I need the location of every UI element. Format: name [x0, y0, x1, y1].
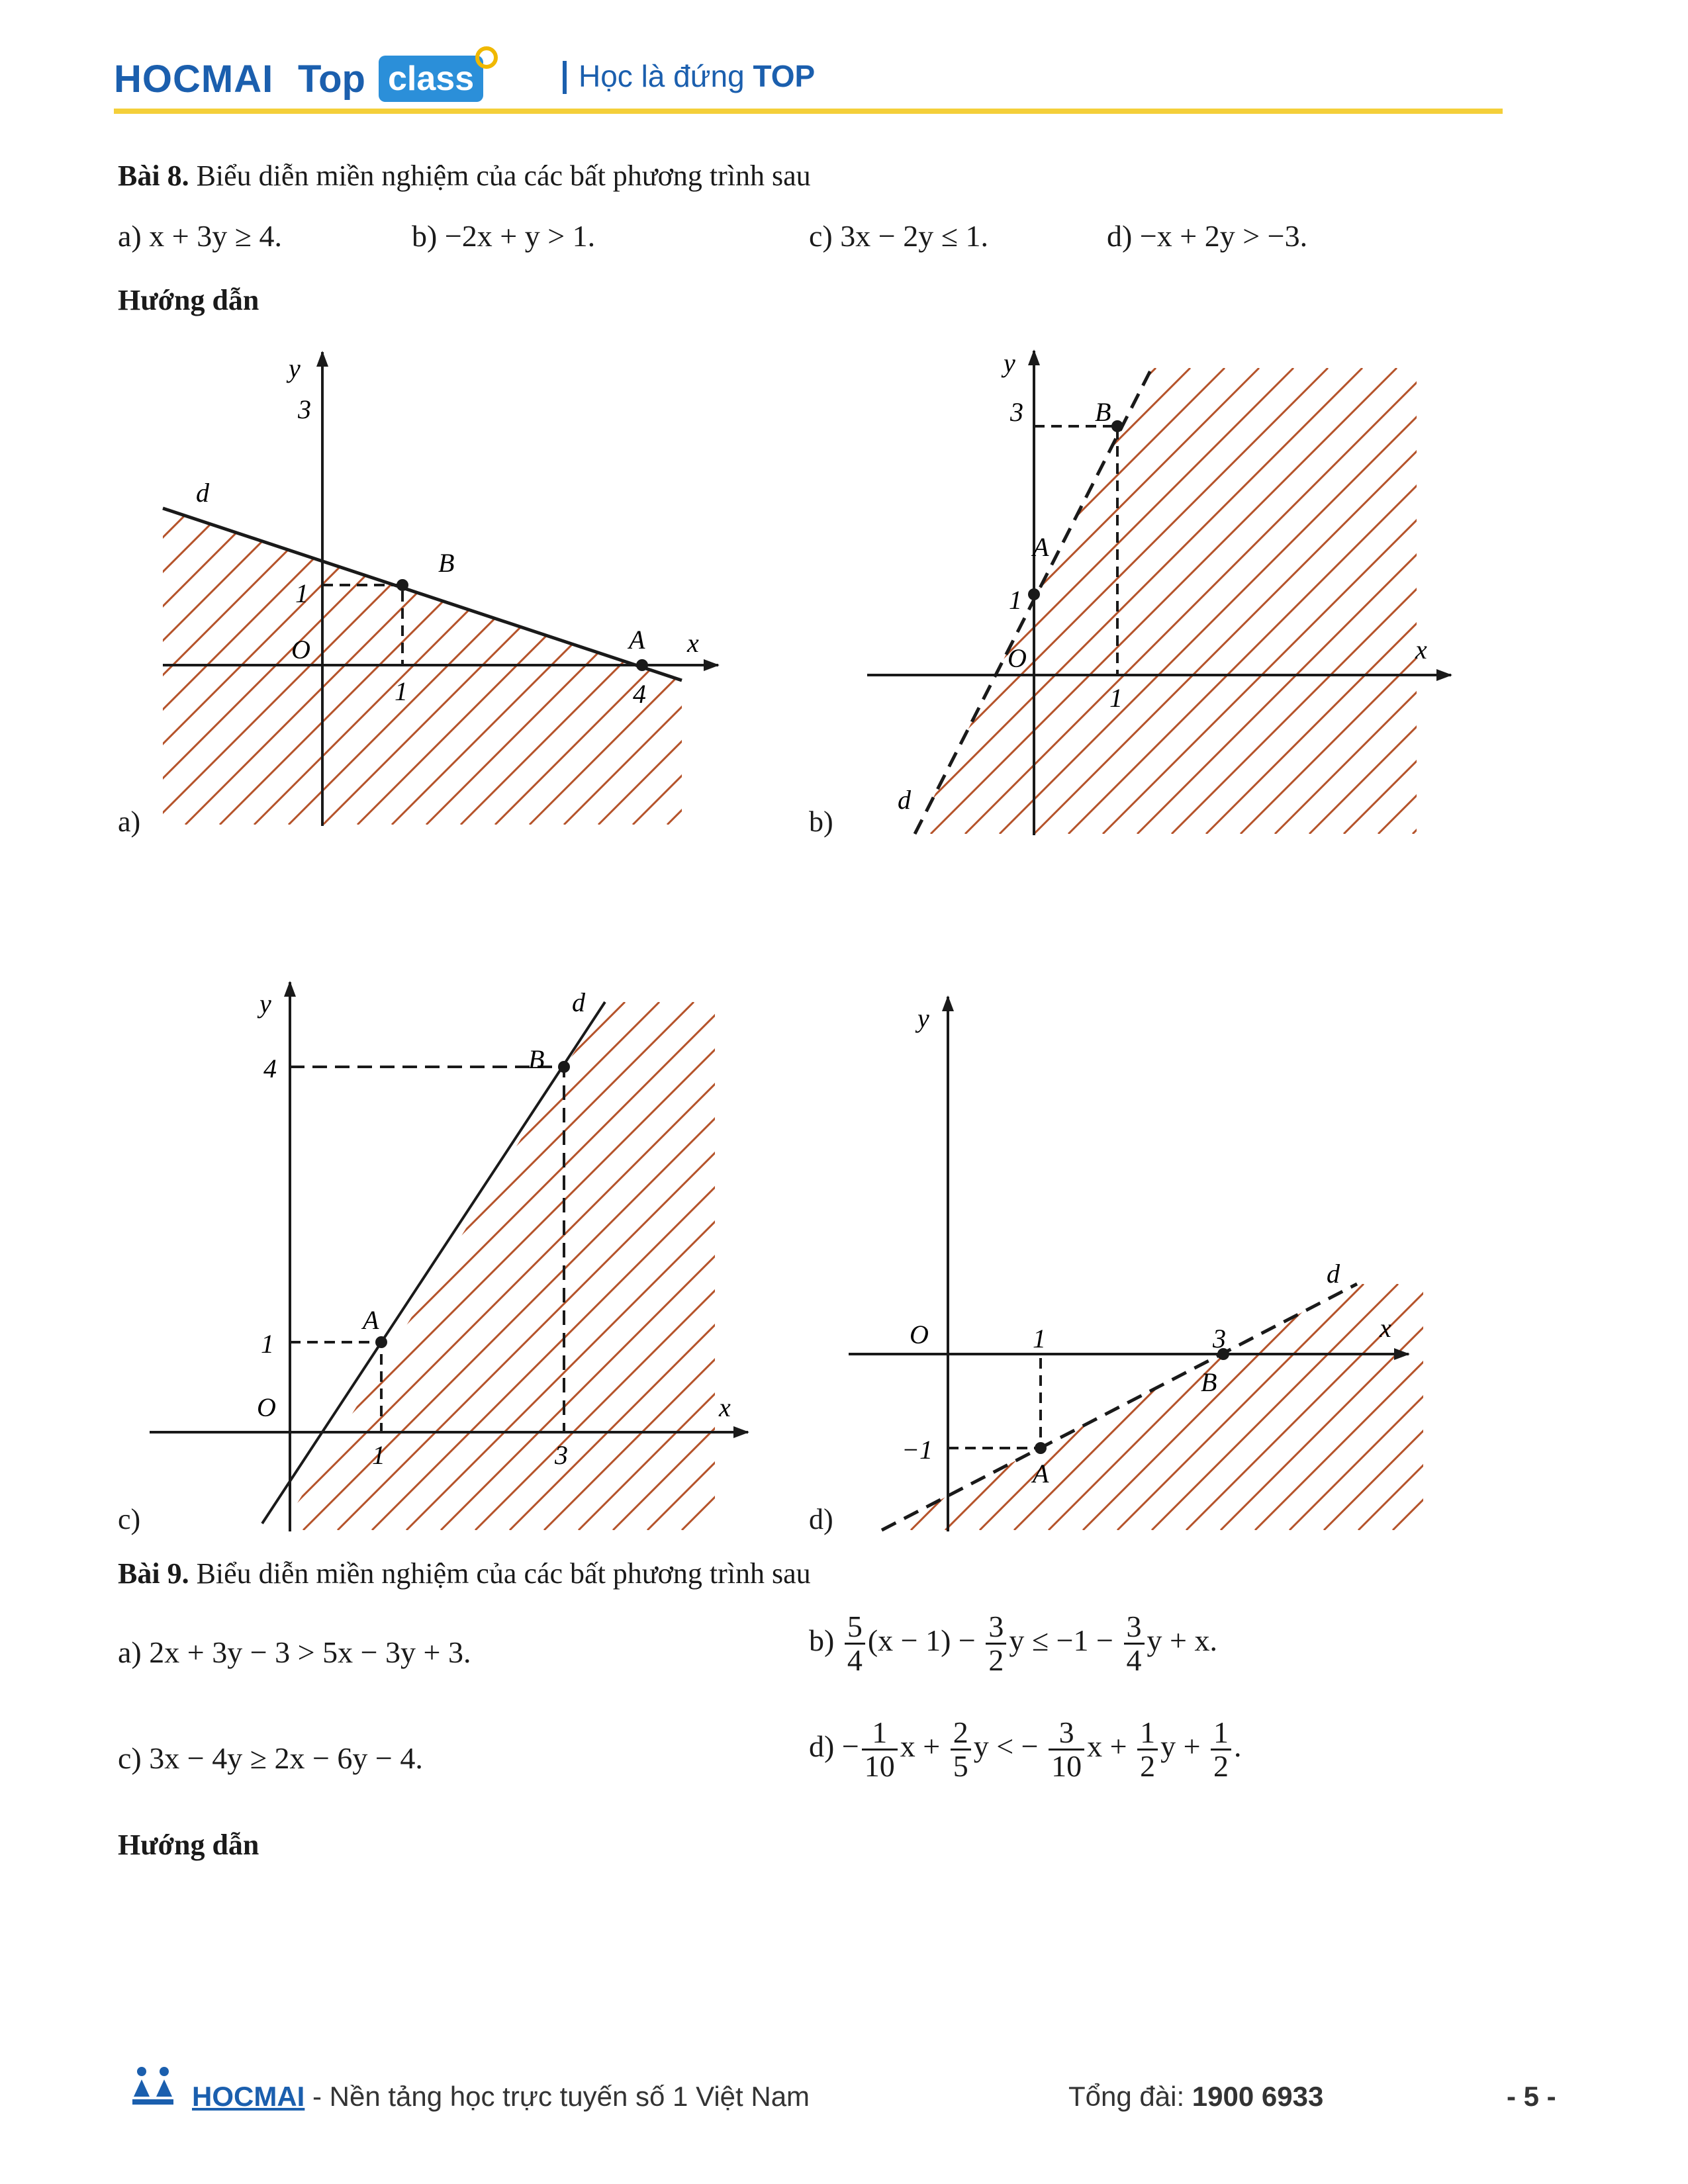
hatch-line [28, 1002, 556, 1530]
hatch-line [62, 1002, 590, 1530]
hatch-line [1309, 368, 1688, 834]
fraction [1049, 1717, 1084, 1782]
hatch-line [1447, 368, 1688, 834]
hatch-line [1550, 368, 1688, 834]
graph-b-label-y: y [1004, 348, 1015, 378]
bai9-item-label: b) [809, 1623, 835, 1658]
graph-b-hatch [449, 368, 1688, 834]
hatch-line [1129, 1002, 1658, 1530]
expr-part: y ≤ −1 − [1009, 1623, 1113, 1658]
hatch-line [793, 368, 1259, 834]
graph-b-tick-y1: 1 [1009, 585, 1022, 615]
fraction-numerator: 1 [1211, 1717, 1231, 1751]
bai9-guide: Hướng dẫn [118, 1829, 259, 1861]
hatch-line [1393, 1284, 1639, 1530]
graph-d-label-y: y [917, 1003, 929, 1033]
footer-hotline-label: Tổng đài: [1068, 2081, 1192, 2112]
expr-part: y < − [973, 1729, 1039, 1764]
footer-tagline: - Nền tảng học trực tuyến số 1 Việt Nam [305, 2081, 810, 2112]
expr-part: (x − 1) − [867, 1623, 976, 1658]
bai9-item-label: d) [809, 1729, 835, 1764]
graph-c-guide-a [290, 1342, 381, 1432]
graph-d-hatch [635, 1284, 1688, 1530]
graph-d-point-a [1035, 1442, 1047, 1454]
footer-left [192, 2081, 810, 2113]
footer-hotline [1068, 2081, 1323, 2113]
hatch-line [1206, 368, 1672, 834]
graph-c-tick-y1: 1 [261, 1329, 274, 1359]
hatch-line [441, 1002, 969, 1530]
slogan-text: Học là đứng [579, 59, 753, 93]
graph-d-tick-x3: 3 [1213, 1324, 1226, 1353]
hatch-line [1668, 1284, 1688, 1530]
bai8-item-expr: −2x + y > 1. [444, 219, 596, 253]
bai8-item-label: a) [118, 219, 142, 253]
hatch-line [579, 1002, 1107, 1530]
hatch-line [690, 368, 1156, 834]
bai8-title: Bài 8. [118, 159, 189, 192]
hatch-line [655, 368, 1121, 834]
fraction [845, 1611, 865, 1676]
hatch-line [510, 1002, 1038, 1530]
brand-top-text: Top [298, 58, 365, 101]
graph-b-tick-x1: 1 [1109, 683, 1123, 713]
fraction-denominator: 2 [988, 1643, 1004, 1677]
hatch-line [613, 1002, 1141, 1530]
hatch-line [338, 1002, 866, 1530]
hatch-line [0, 1002, 350, 1530]
graph-c-label-o: O [257, 1392, 276, 1422]
graph-c-label-d: d [572, 987, 585, 1017]
graph-c-caption: c) [118, 1503, 141, 1535]
hatch-line [1516, 368, 1688, 834]
graph-c-label-a: A [363, 1305, 379, 1335]
bai9-item-c [118, 1741, 423, 1776]
hatch-line [1427, 1284, 1673, 1530]
fraction-numerator: 3 [1049, 1717, 1084, 1751]
hatch-line [1172, 368, 1638, 834]
hocmai-logo-icon [130, 2065, 176, 2109]
hatch-line [1241, 368, 1688, 834]
graph-b-label-d: d [898, 785, 911, 815]
hatch-line [131, 1002, 659, 1530]
fraction [1137, 1717, 1158, 1782]
footer-brand-link[interactable]: HOCMAI [192, 2081, 305, 2112]
hatch-line [682, 1002, 1210, 1530]
fraction-denominator: 10 [1051, 1749, 1082, 1783]
hatch-line [544, 1002, 1072, 1530]
graph-c-line-d [262, 1002, 605, 1524]
bai9-heading [118, 1557, 811, 1590]
expr-part: x + [1087, 1729, 1127, 1764]
hatch-line [200, 1002, 728, 1530]
hatch-line [1619, 368, 1688, 834]
hatch-line [896, 368, 1362, 834]
graph-d-caption: d) [809, 1503, 833, 1535]
fraction [986, 1611, 1006, 1676]
graph-b-tick-y3: 3 [1010, 397, 1023, 427]
hatch-line [1026, 1002, 1554, 1530]
graph-a-label-y: y [289, 353, 301, 383]
graph-a-tick-y3: 3 [298, 394, 311, 424]
graph-c-hatch [0, 1002, 1688, 1530]
hatch-line [1221, 1284, 1467, 1530]
graph-d-guide-a [948, 1354, 1041, 1448]
graph-b-label-a: A [1033, 532, 1049, 562]
expr-part: y + [1160, 1729, 1201, 1764]
hatch-line [1496, 1284, 1688, 1530]
expr-part: − [841, 1729, 859, 1764]
hatch-line [1103, 368, 1569, 834]
graph-d-tick-x1: 1 [1033, 1324, 1046, 1353]
hatch-line [483, 368, 949, 834]
hatch-line [702, 503, 1023, 825]
hatch-line [1585, 368, 1688, 834]
hatch-line [820, 1002, 1348, 1530]
fraction-denominator: 2 [1140, 1749, 1156, 1783]
hatch-line [943, 503, 1264, 825]
hatch-line [1000, 368, 1466, 834]
graph-a-point-a [636, 659, 648, 671]
graph-a-label-x: x [687, 628, 699, 658]
hatch-line [751, 1002, 1279, 1530]
hatch-line [0, 1002, 487, 1530]
fraction [1211, 1717, 1231, 1782]
hatch-line [1634, 1284, 1688, 1530]
fraction-numerator: 1 [1137, 1717, 1158, 1751]
hatch-line [1462, 1284, 1688, 1530]
hatch-line [0, 1002, 384, 1530]
fraction [862, 1717, 898, 1782]
graph-a-tick-x4: 4 [633, 679, 646, 709]
hatch-line [269, 1002, 797, 1530]
fraction-numerator: 1 [862, 1717, 898, 1751]
hatch-line [449, 368, 915, 834]
graph-a-label-b: B [438, 548, 455, 578]
brand-logo-text: HOCMAI [114, 58, 274, 101]
hatch-line [724, 368, 1190, 834]
graph-a-line-d [163, 508, 682, 680]
hatch-line [716, 1002, 1244, 1530]
bai9-item-expr: 2x + 3y − 3 > 5x − 3y + 3. [149, 1635, 471, 1669]
hatch-line [0, 1002, 522, 1530]
hatch-line [1137, 368, 1603, 834]
bai9-item-d [809, 1717, 1242, 1782]
bai8-item-expr: x + 3y ≥ 4. [149, 219, 282, 253]
hatch-line [0, 1002, 418, 1530]
bai8-prompt: Biểu diễn miền nghiệm của các bất phương trình sau [196, 159, 811, 192]
fraction-numerator: 3 [986, 1611, 1006, 1645]
graph-b-label-x: x [1415, 635, 1427, 664]
hatch-line [805, 503, 1127, 825]
graph-b-caption: b) [809, 805, 833, 838]
hatch-line [992, 1002, 1520, 1530]
hatch-line [670, 1284, 916, 1530]
graph-c [0, 982, 1688, 1531]
graph-a-point-b [397, 579, 408, 591]
bai9-title: Bài 9. [118, 1557, 189, 1590]
graph-d-tick-y-neg1: −1 [902, 1435, 933, 1465]
graph-c-tick-x3: 3 [555, 1440, 568, 1470]
bai9-item-label: c) [118, 1741, 142, 1775]
fraction-denominator: 4 [1126, 1643, 1142, 1677]
hatch-line [1481, 368, 1688, 834]
expr-part: y + x. [1147, 1623, 1217, 1658]
expr-part: x + [900, 1729, 941, 1764]
expr-part: . [1234, 1729, 1242, 1764]
bai9-item-label: a) [118, 1635, 142, 1669]
hatch-line [827, 368, 1293, 834]
hatch-line [923, 1002, 1451, 1530]
graph-c-tick-y4: 4 [263, 1054, 277, 1083]
hatch-line [785, 1002, 1313, 1530]
graph-a-tick-x1: 1 [395, 676, 408, 706]
hatch-line [97, 1002, 625, 1530]
bai9-item-b [809, 1611, 1217, 1676]
bai8-guide: Hướng dẫn [118, 284, 259, 316]
hatch-line [1164, 1002, 1688, 1530]
hatch-line [931, 368, 1397, 834]
page-number: - 5 - [1507, 2081, 1556, 2112]
hatch-line [1095, 1002, 1623, 1530]
graph-d-label-x: x [1380, 1313, 1391, 1343]
hatch-line [1599, 1284, 1688, 1530]
bai8-item-label: b) [412, 219, 438, 253]
bai9-item-a [118, 1635, 471, 1670]
hatch-line [1378, 368, 1688, 834]
hatch-line [0, 1002, 281, 1530]
hatch-line [586, 368, 1053, 834]
hatch-line [1565, 1284, 1688, 1530]
hatch-line [1530, 1284, 1688, 1530]
bai8-item-label: c) [809, 219, 833, 253]
graph-b-label-o: O [1008, 643, 1027, 673]
graph-c-guide-b [290, 1067, 564, 1432]
graph-d-label-a: A [1033, 1459, 1049, 1488]
graph-d [635, 997, 1688, 1531]
bai8-item-label: d) [1107, 219, 1133, 253]
hatch-line [0, 503, 163, 825]
graph-a-label-d: d [196, 478, 209, 508]
fraction [1124, 1611, 1145, 1676]
graph-c-point-a [375, 1336, 387, 1348]
hatch-line [518, 368, 984, 834]
graph-b-label-b: B [1095, 397, 1111, 427]
graph-a-caption: a) [118, 805, 141, 838]
graph-a-label-o: O [291, 635, 310, 664]
hatch-line [1654, 368, 1688, 834]
graph-c-point-b [558, 1061, 570, 1073]
fraction-numerator: 3 [1124, 1611, 1145, 1645]
graph-c-label-x: x [719, 1392, 731, 1422]
graph-d-label-d: d [1327, 1259, 1340, 1289]
graph-d-label-o: O [910, 1320, 929, 1349]
graph-b-point-b [1111, 420, 1123, 432]
fraction-numerator: 5 [845, 1611, 865, 1645]
hatch-line [1068, 368, 1534, 834]
fraction-denominator: 10 [864, 1749, 895, 1783]
graph-c-tick-x1: 1 [372, 1440, 385, 1470]
hatch-line [854, 1002, 1382, 1530]
graph-c-label-y: y [259, 989, 271, 1019]
fraction-denominator: 2 [1213, 1749, 1229, 1783]
graph-d-label-b: B [1201, 1367, 1217, 1397]
graph-b [449, 348, 1688, 835]
fraction [951, 1717, 971, 1782]
hatch-line [1198, 1002, 1688, 1530]
hatch-line [234, 1002, 763, 1530]
bai8-item-expr: −x + 2y > −3. [1139, 219, 1308, 253]
hatch-line [862, 368, 1328, 834]
fraction-denominator: 4 [847, 1643, 863, 1677]
graph-c-label-b: B [528, 1044, 545, 1074]
graph-b-point-a [1028, 588, 1040, 600]
hatch-line [908, 503, 1230, 825]
graph-a-tick-y1: 1 [295, 578, 308, 608]
hatch-line [1060, 1002, 1589, 1530]
hatch-line [165, 1002, 694, 1530]
bai9-item-expr: 3x − 4y ≥ 2x − 6y − 4. [149, 1741, 423, 1775]
brand-class-badge: class [379, 56, 483, 102]
bai8-item-expr: 3x − 2y ≤ 1. [840, 219, 988, 253]
hatch-line [759, 368, 1225, 834]
fraction-numerator: 2 [951, 1717, 971, 1751]
graph-a-label-a: A [629, 625, 645, 655]
fraction-denominator: 5 [953, 1749, 968, 1783]
slogan-highlight: TOP [753, 59, 816, 93]
hatch-line [372, 1002, 900, 1530]
hatch-line [552, 368, 1018, 834]
hatch-line [1413, 368, 1688, 834]
bai9-prompt: Biểu diễn miền nghiệm của các bất phương trình sau [196, 1557, 811, 1590]
footer-hotline-number: 1900 6933 [1192, 2081, 1324, 2112]
hatch-line [406, 1002, 935, 1530]
hatch-line [635, 1284, 882, 1530]
hatch-line [1034, 368, 1500, 834]
